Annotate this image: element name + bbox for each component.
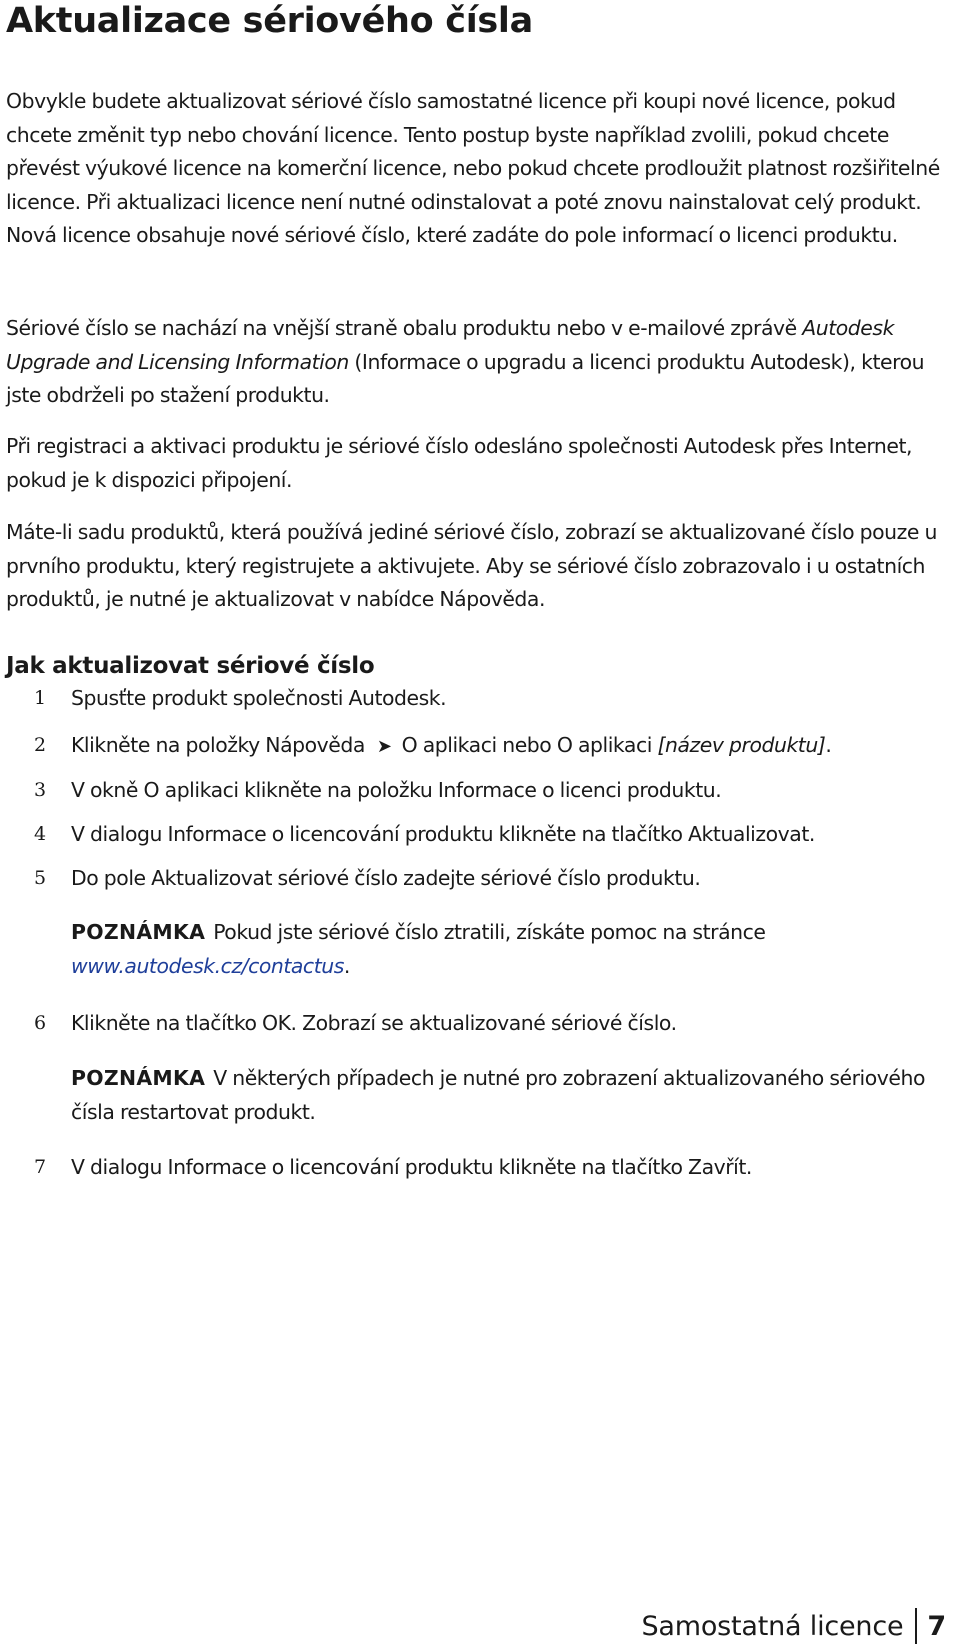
- step-text: Spusťte produkt společnosti Autodesk.: [71, 686, 447, 710]
- step-2-end: .: [825, 733, 832, 757]
- note-text: V některých případech je nutné pro zobrazení aktualizovaného sériového čísla restartovat produkt.: [71, 1066, 926, 1124]
- procedure-heading: Jak aktualizovat sériové číslo: [6, 653, 375, 679]
- page-title: Aktualizace sériového čísla: [6, 1, 533, 41]
- step-number: 4: [34, 823, 46, 845]
- step-number: 7: [34, 1156, 46, 1178]
- p2-email-title: Autodesk Upgrade and Licensing Information: [6, 316, 894, 374]
- note-end: .: [343, 953, 350, 978]
- step-text: V dialogu Informace o licencování produktu klikněte na tlačítko Aktualizovat.: [71, 822, 815, 846]
- step-text: V dialogu Informace o licencování produktu klikněte na tlačítko Zavřít.: [71, 1155, 752, 1179]
- menu-path-about: O aplikaci nebo O aplikaci: [401, 733, 658, 757]
- page-number: 7: [927, 1610, 946, 1642]
- p2-text-before: Sériové číslo se nachází na vnější straně obalu produktu nebo v e-mailové zprávě: [6, 316, 803, 340]
- note-restart: [71, 1062, 931, 1129]
- step-text: Do pole Aktualizovat sériové číslo zadejte sériové číslo produktu.: [71, 866, 701, 890]
- step-number: 6: [34, 1012, 46, 1034]
- suite-paragraph: Máte-li sadu produktů, která používá jediné sériové číslo, zobrazí se aktualizované číslo pouze u prvního produktu, který registrujete a aktivujete. Aby se sériové číslo zobrazovalo i u ostatních produktů, je nutné je aktualizovat v nabídce Nápověda.: [6, 520, 937, 611]
- intro-paragraph: Obvykle budete aktualizovat sériové číslo samostatné licence při koupi nové licence, pokud chcete změnit typ nebo chování licence. Tento postup byste například zvolili, pokud chcete převést výukové licence na komerční licence, nebo pokud chcete prodloužit platnost rozšiřitelné licence. Při aktualizaci licence není nutné odinstalovat a poté znovu nainstalovat celý produkt. Nová licence obsahuje nové sériové číslo, které zadáte do pole informací o licenci produktu.: [6, 89, 940, 247]
- page-footer: [641, 1606, 946, 1646]
- footer-divider: [915, 1608, 917, 1644]
- product-name-placeholder: [název produktu]: [657, 733, 826, 757]
- contact-link[interactable]: www.autodesk.cz/contactus: [71, 953, 344, 978]
- step-number: 2: [34, 734, 46, 756]
- footer-section-title: Samostatná licence: [641, 1610, 904, 1642]
- triangle-right-icon: ➤: [376, 736, 392, 757]
- step-text: Klikněte na tlačítko OK. Zobrazí se aktualizované sériové číslo.: [71, 1011, 677, 1035]
- note-lost-serial: [71, 916, 931, 983]
- step-text: [71, 729, 951, 763]
- step-number: 3: [34, 779, 46, 801]
- step-number: 1: [34, 687, 46, 709]
- menu-path-help: Klikněte na položky Nápověda: [71, 733, 365, 757]
- p2-text-after: (Informace o upgradu a licenci produktu Autodesk), kterou jste obdrželi po stažení produktu.: [6, 349, 925, 407]
- registration-paragraph: Při registraci a aktivaci produktu je sériové číslo odesláno společnosti Autodesk přes Internet, pokud je k dispozici připojení.: [6, 434, 913, 492]
- note-label: POZNÁMKA: [71, 920, 206, 944]
- note-label: POZNÁMKA: [71, 1066, 206, 1090]
- step-number: 5: [34, 867, 46, 889]
- serial-location-paragraph: [6, 312, 941, 413]
- note-text: Pokud jste sériové číslo ztratili, získáte pomoc na stránce: [213, 920, 766, 944]
- step-text: V okně O aplikaci klikněte na položku Informace o licenci produktu.: [71, 778, 722, 802]
